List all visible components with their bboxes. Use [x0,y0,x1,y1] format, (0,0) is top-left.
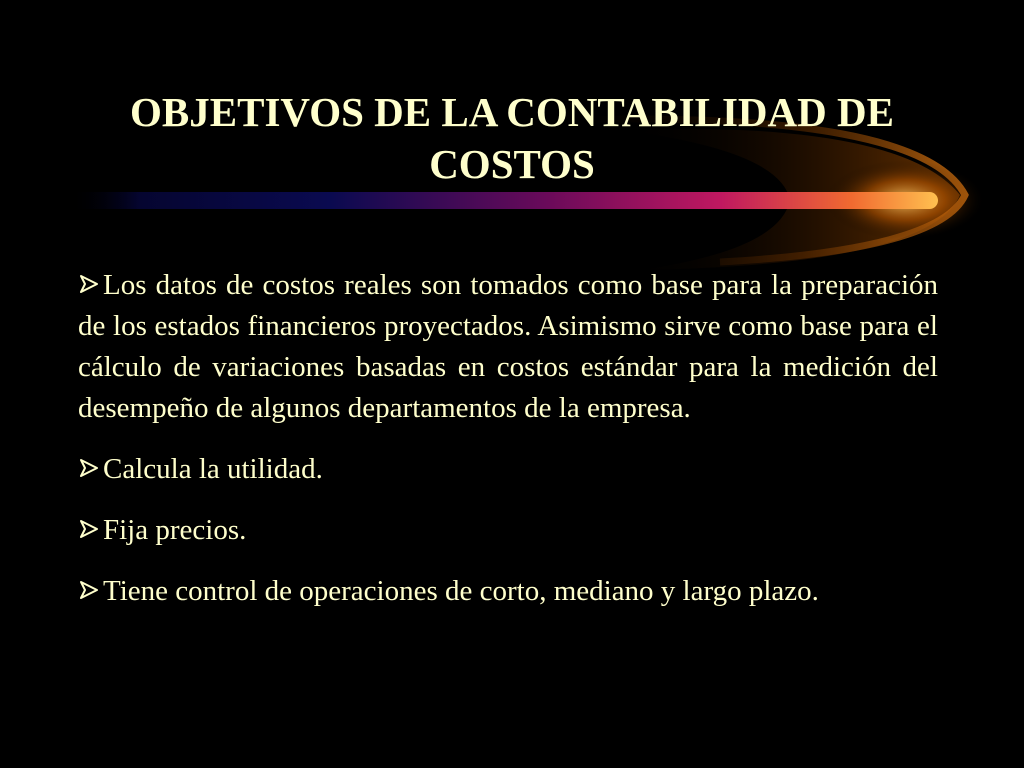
arrow-bullet-icon [78,273,100,295]
bullet-text: Calcula la utilidad. [103,453,323,485]
slide-title-line-1: OBJETIVOS DE LA CONTABILIDAD DE [130,89,894,135]
bullet-text: Los datos de costos reales son tomados como base para la preparación de los estados financieros proyectados. Asimismo sirve como base para el cálculo de variaciones basadas en costos estándar para la medición del desempeño de algunos departamentos de la empresa. [78,269,938,424]
arrow-bullet-icon [78,579,100,601]
bullet-text: Fija precios. [103,514,247,546]
bullet-text: Tiene control de operaciones de corto, mediano y largo plazo. [103,575,819,607]
slide-title [60,86,964,190]
arrow-bullet-icon [78,457,100,479]
arrow-bullet-icon [78,518,100,540]
swoosh-bar [70,192,938,209]
bullet-item [78,510,938,551]
bullet-item [78,265,938,429]
bullet-item [78,571,938,612]
bullet-item [78,449,938,490]
bullet-list [78,265,938,632]
slide-title-line-2: COSTOS [429,141,595,187]
